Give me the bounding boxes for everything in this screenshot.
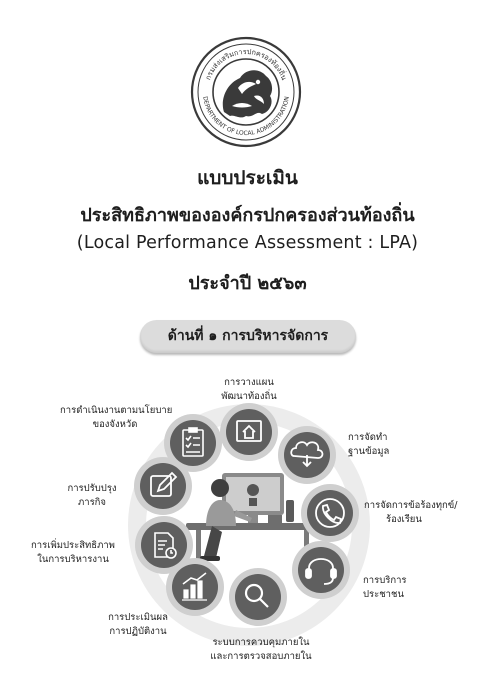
department-seal-logo xyxy=(190,36,302,148)
efficiency-circle xyxy=(135,516,193,574)
english-subtitle: (Local Performance Assessment : LPA) xyxy=(76,233,419,253)
complaints-circle xyxy=(301,484,359,542)
public-service-circle xyxy=(292,541,350,599)
label-complaints: การจัดการข้อร้องทุกข์/ ร้องเรียน xyxy=(364,500,458,525)
label-mission-improvement: การปรับปรุง ภารกิจ xyxy=(67,483,117,508)
emblem-creature-icon xyxy=(223,70,272,117)
label-performance-evaluation: การประเมินผล การปฏิบัติงาน xyxy=(108,612,168,637)
label-planning: การวางแผน พัฒนาท้องถิ่น xyxy=(221,377,277,402)
planning-circle xyxy=(220,403,278,461)
label-public-service: การบริการ ประชาชน xyxy=(363,575,407,600)
organization-title: ประสิทธิภาพขององค์กรปกครองส่วนท้องถิ่น xyxy=(80,205,415,226)
database-circle xyxy=(278,426,336,484)
provincial-policy-circle xyxy=(164,414,222,472)
section-badge: ด้านที่ ๑ การบริหารจัดการ xyxy=(140,320,356,353)
svg-text:กรมส่งเสริมการปกครองท้องถิ่น: กรมส่งเสริมการปกครองท้องถิ่น xyxy=(203,46,289,82)
label-efficiency: การเพิ่มประสิทธิภาพ ในการบริหารงาน xyxy=(31,540,115,565)
label-database: การจัดทำ ฐานข้อมูล xyxy=(348,432,390,457)
fiscal-year-title: ประจำปี ๒๕๖๓ xyxy=(188,273,307,294)
management-aspects-diagram xyxy=(0,360,495,690)
label-internal-control: ระบบการควบคุมภายใน และการตรวจสอบภายใน xyxy=(210,637,312,662)
form-title: แบบประเมิน xyxy=(197,167,298,189)
internal-control-circle xyxy=(229,568,287,626)
svg-text:DEPARTMENT OF LOCAL ADMINISTRA: DEPARTMENT OF LOCAL ADMINISTRATION xyxy=(201,95,291,138)
label-provincial-policy: การดำเนินงานตามนโยบาย ของจังหวัด xyxy=(60,405,173,430)
